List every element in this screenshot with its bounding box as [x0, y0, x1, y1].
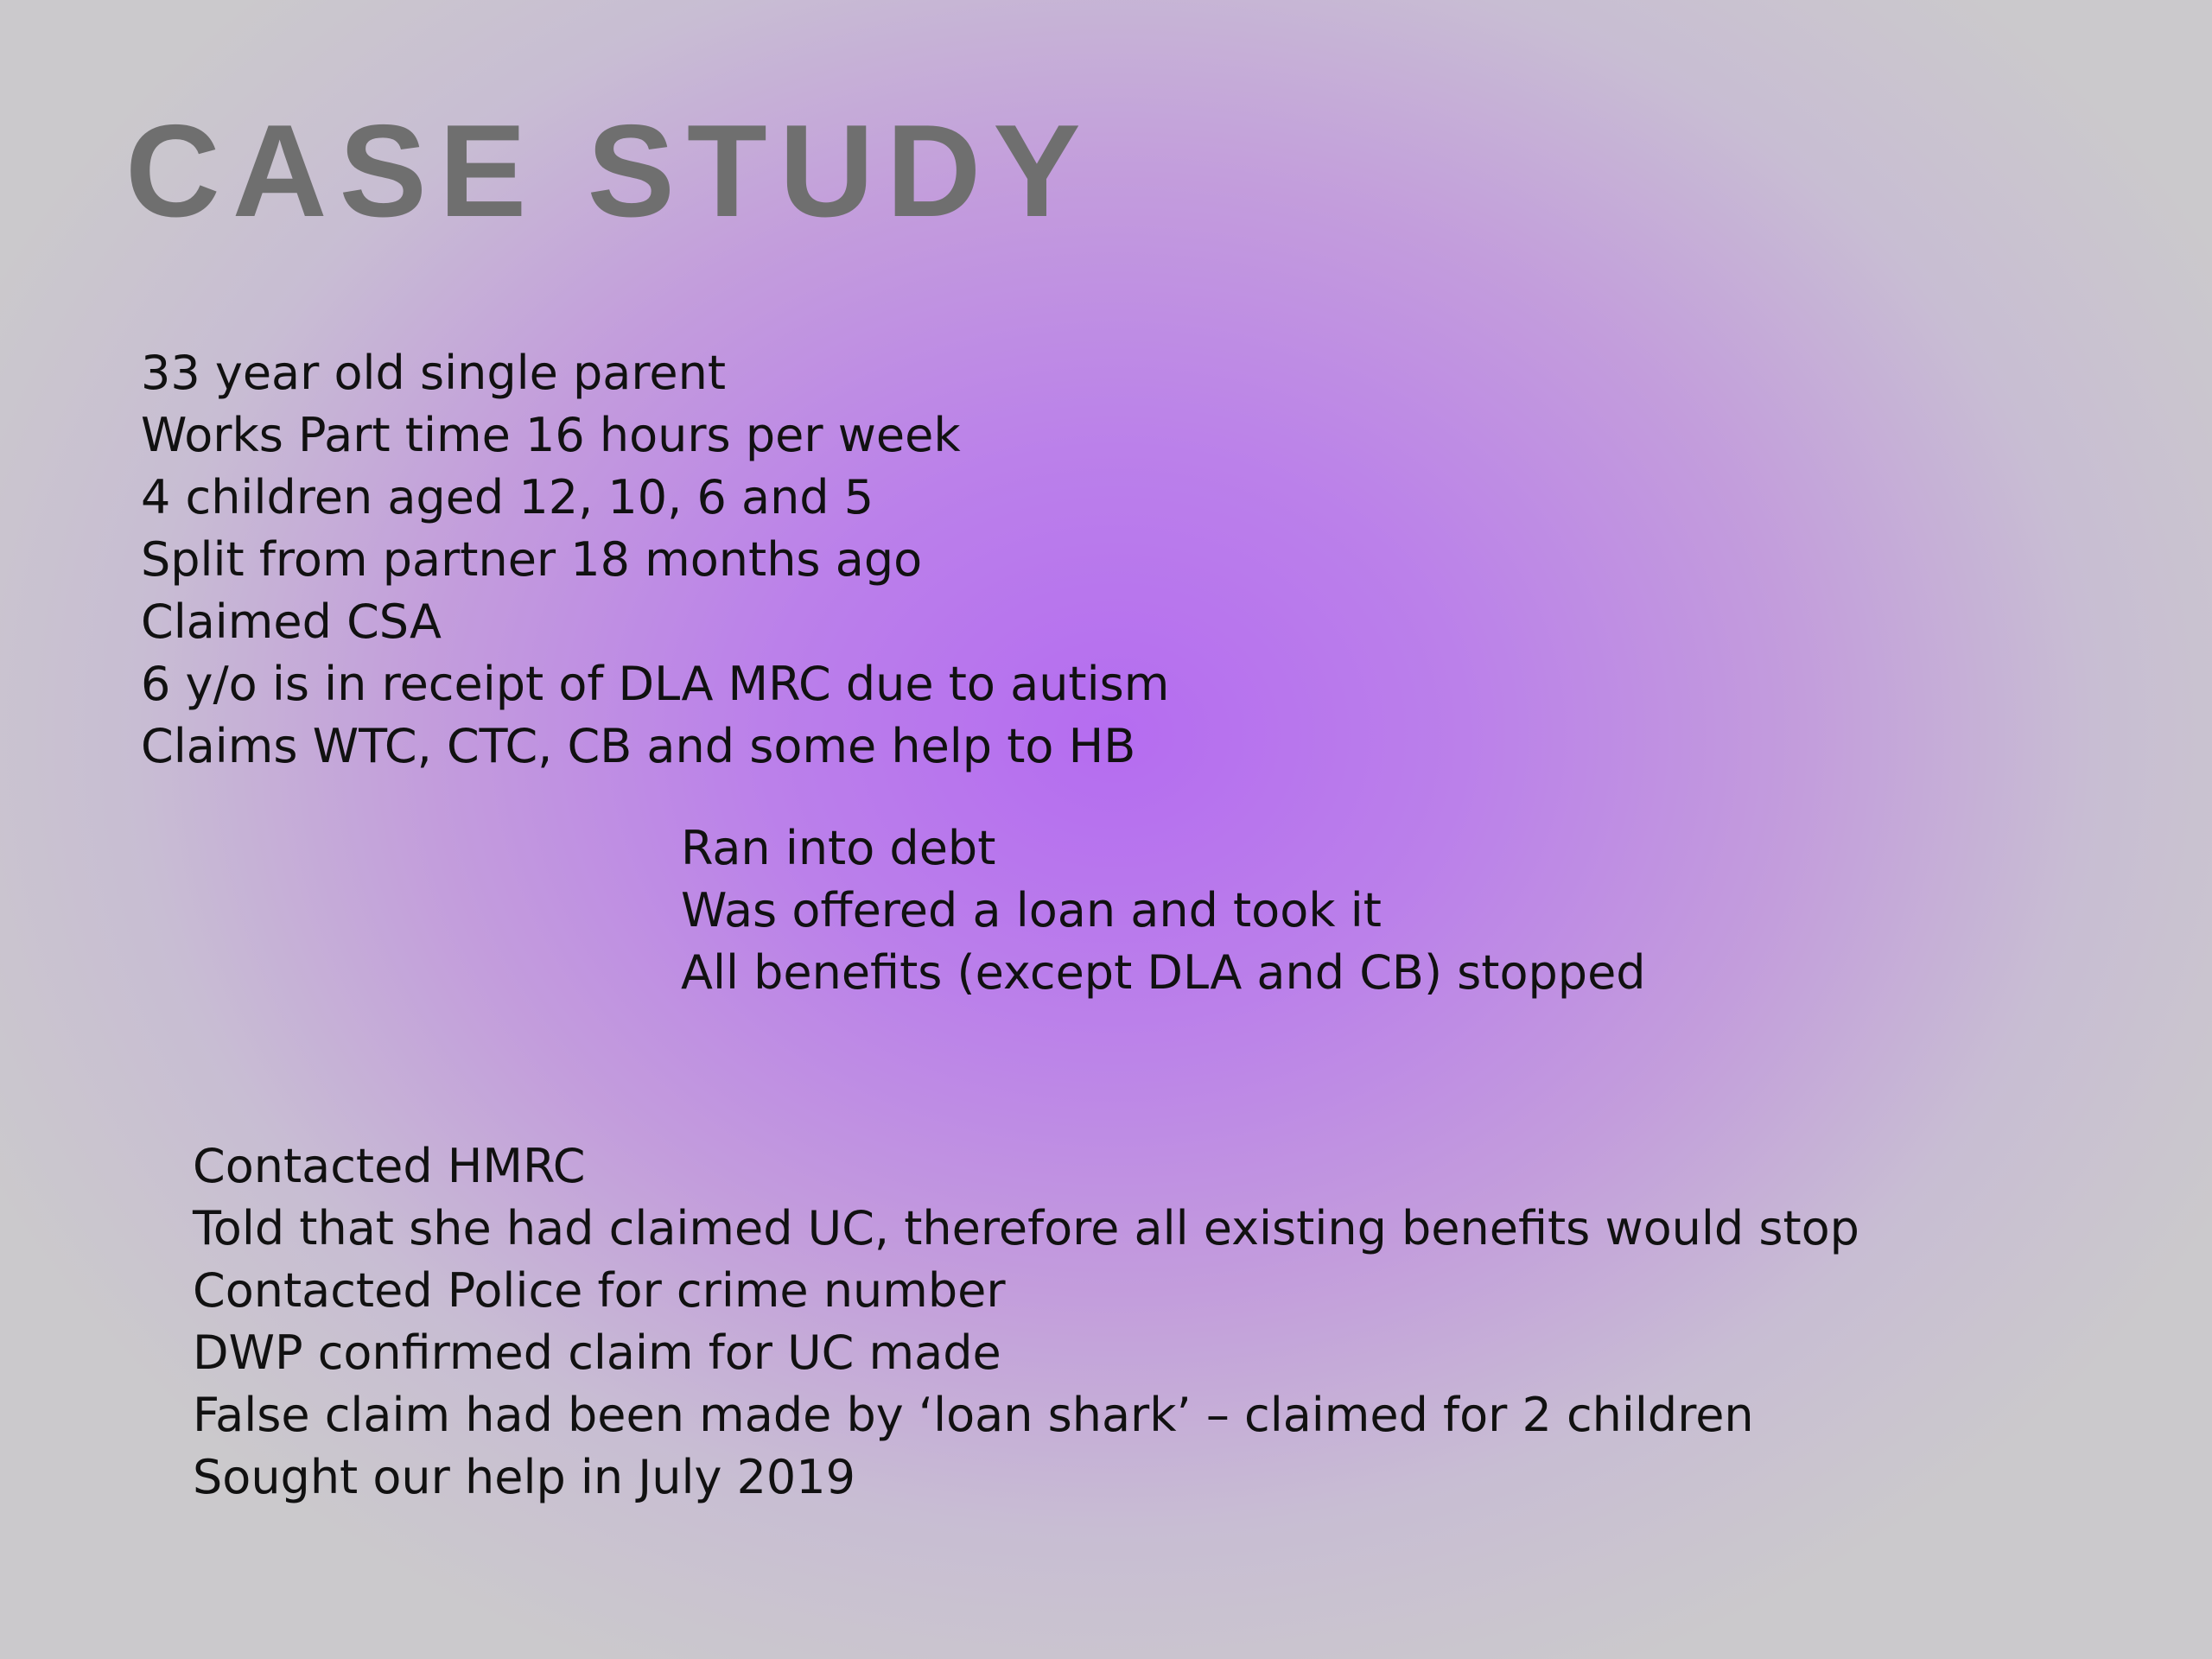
- profile-item-work-hours: Works Part time 16 hours per week: [141, 408, 961, 462]
- debt-item-loan: Was offered a loan and took it: [681, 883, 1382, 938]
- outcome-item-false-claim: False claim had been made by ‘loan shark’ – claimed for 2 children: [193, 1388, 1754, 1442]
- debt-item-benefits-stopped: All benefits (except DLA and CB) stopped: [681, 945, 1646, 1000]
- slide-title: CASE STUDY: [125, 98, 1093, 245]
- outcome-item-police: Contacted Police for crime number: [193, 1263, 1006, 1318]
- outcome-item-hmrc: Contacted HMRC: [193, 1139, 586, 1193]
- profile-item-age: 33 year old single parent: [141, 346, 727, 400]
- profile-item-benefits: Claims WTC, CTC, CB and some help to HB: [141, 719, 1136, 773]
- debt-item-ran-into-debt: Ran into debt: [681, 821, 996, 875]
- profile-item-separation: Split from partner 18 months ago: [141, 532, 923, 587]
- profile-details-list: [141, 342, 1169, 778]
- profile-item-csa: Claimed CSA: [141, 594, 442, 649]
- debt-events-list: [681, 817, 1646, 1004]
- outcome-events-list: [193, 1135, 1859, 1509]
- outcome-item-uc-claim: Told that she had claimed UC, therefore all existing benefits would stop: [193, 1201, 1859, 1255]
- profile-item-dla: 6 y/o is in receipt of DLA MRC due to autism: [141, 657, 1170, 711]
- outcome-item-sought-help: Sought our help in July 2019: [193, 1450, 855, 1504]
- outcome-item-dwp: DWP confirmed claim for UC made: [193, 1325, 1001, 1380]
- profile-item-children: 4 children aged 12, 10, 6 and 5: [141, 470, 874, 524]
